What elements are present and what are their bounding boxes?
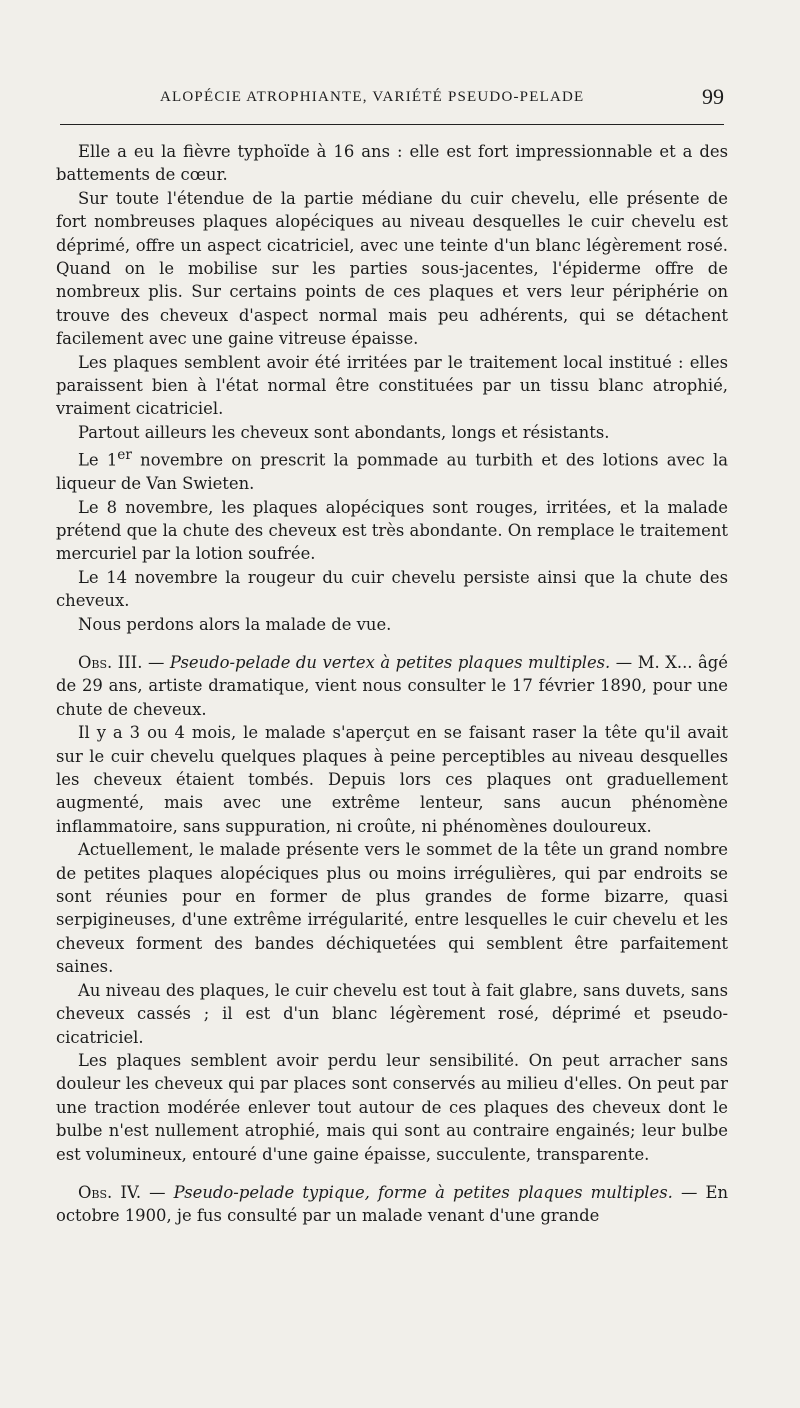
body-text — [56, 140, 728, 1228]
paragraph-11: Actuellement, le malade présente vers le sommet de la tête un grand nombre de petites plaques alopéciques plus ou moins irrégulières, qui par endroits se sont réunies pour en former de plus grandes de forme bizarre, quasi serpigineuses, d'une extrême irrégularité, entre lesquelles le cuir chevelu et les cheveux forment des bandes déchiquetées qui semblent être parfaitement saines. — [56, 840, 728, 977]
paragraph-10: Il y a 3 ou 4 mois, le malade s'aperçut en se faisant raser la tête qu'il avait sur le cuir chevelu quelques plaques à peine perceptibles au niveau desquelles les cheveux étaient tombés. Depuis lors ces plaques ont graduellement augmenté, mais avec une extrême lenteur, sans aucun phénomène inflammatoire, sans suppuration, ni croûte, ni phénomènes douloureux. — [56, 723, 728, 836]
observation-4-dash: — — [141, 1182, 174, 1202]
paragraph-6: Le 8 novembre, les plaques alopéciques sont rouges, irritées, et la malade prétend que la chute des cheveux est très abondante. On remplace le traitement mercuriel par la lotion soufrée. — [56, 497, 728, 564]
paragraph-5-after: novembre on prescrit la pommade au turbith et des lotions avec la liqueur de Van Swieten. — [56, 450, 728, 494]
paragraph-5-before: Le 1 — [78, 450, 118, 470]
running-title: ALOPÉCIE ATROPHIANTE, VARIÉTÉ PSEUDO-PELADE — [160, 89, 585, 105]
observation-4-title: Pseudo-pelade typique, forme à petites plaques multiples. — [173, 1182, 673, 1202]
paragraph-8: Nous perdons alors la malade de vue. — [78, 614, 392, 634]
observation-3-label: Obs. III. — [78, 653, 143, 672]
paragraph-5 — [56, 444, 728, 495]
observation-3-text: — M. X... âgé de 29 ans, artiste dramatique, vient nous consulter le 17 février 1890, pour une chute de cheveux. — [56, 653, 728, 719]
paragraph-12: Au niveau des plaques, le cuir chevelu est tout à fait glabre, sans duvets, sans cheveux cassés ; il est d'un blanc légèrement rosé, déprimé et pseudo-cicatriciel. — [56, 980, 728, 1047]
observation-3-dash: — — [142, 653, 170, 672]
page-number: 99 — [702, 84, 724, 109]
paragraph-3: Les plaques semblent avoir été irritées par le traitement local institué : elles paraissent bien à l'état normal être constituées par un tissu blanc atrophié, vraiment cicatriciel. — [56, 352, 728, 419]
observation-4-label: Obs. IV. — [78, 1182, 142, 1202]
paragraph-7: Le 14 novembre la rougeur du cuir chevelu persiste ainsi que la chute des cheveux. — [56, 567, 728, 611]
paragraph-4: Partout ailleurs les cheveux sont abondants, longs et résistants. — [78, 422, 610, 442]
paragraph-1: Elle a eu la fièvre typhoïde à 16 ans : elle est fort impressionnable et a des battements de cœur. — [56, 142, 728, 185]
observation-4-paragraph — [56, 1181, 728, 1228]
observation-4-text: — En octobre 1900, je fus consulté par un malade venant d'une grande — [56, 1182, 729, 1226]
observation-3-title: Pseudo-pelade du vertex à petites plaques multiples. — [169, 653, 611, 672]
paragraph-13: Les plaques semblent avoir perdu leur sensibilité. On peut arracher sans douleur les cheveux qui par places sont conservés au milieu d'elles. On peut par une traction modérée enlever tout autour de ces plaques des cheveux dont le bulbe n'est nullement atrophié, mais qui sont au contraire engainés; leur bulbe est volumineux, entouré d'une gaine épaisse, succulente, transparente. — [56, 1050, 728, 1164]
header-rule — [60, 124, 724, 125]
paragraph-2: Sur toute l'étendue de la partie médiane du cuir chevelu, elle présente de fort nombreuses plaques alopéciques au niveau desquelles le cuir chevelu est déprimé, offre un aspect cicatriciel, avec une teinte d'un blanc légèrement rosé. Quand on le mobilise sur les parties sous-jacentes, l'épiderme offre de nombreux plis. Sur certains points de ces plaques et vers leur périphérie on trouve des cheveux d'aspect normal mais peu adhérents, qui se détachent facilement avec une gaine vitreuse épaisse. — [56, 188, 728, 349]
paragraph-5-sup: er — [117, 447, 132, 464]
page-header — [56, 84, 728, 118]
observation-3-paragraph — [56, 651, 728, 721]
